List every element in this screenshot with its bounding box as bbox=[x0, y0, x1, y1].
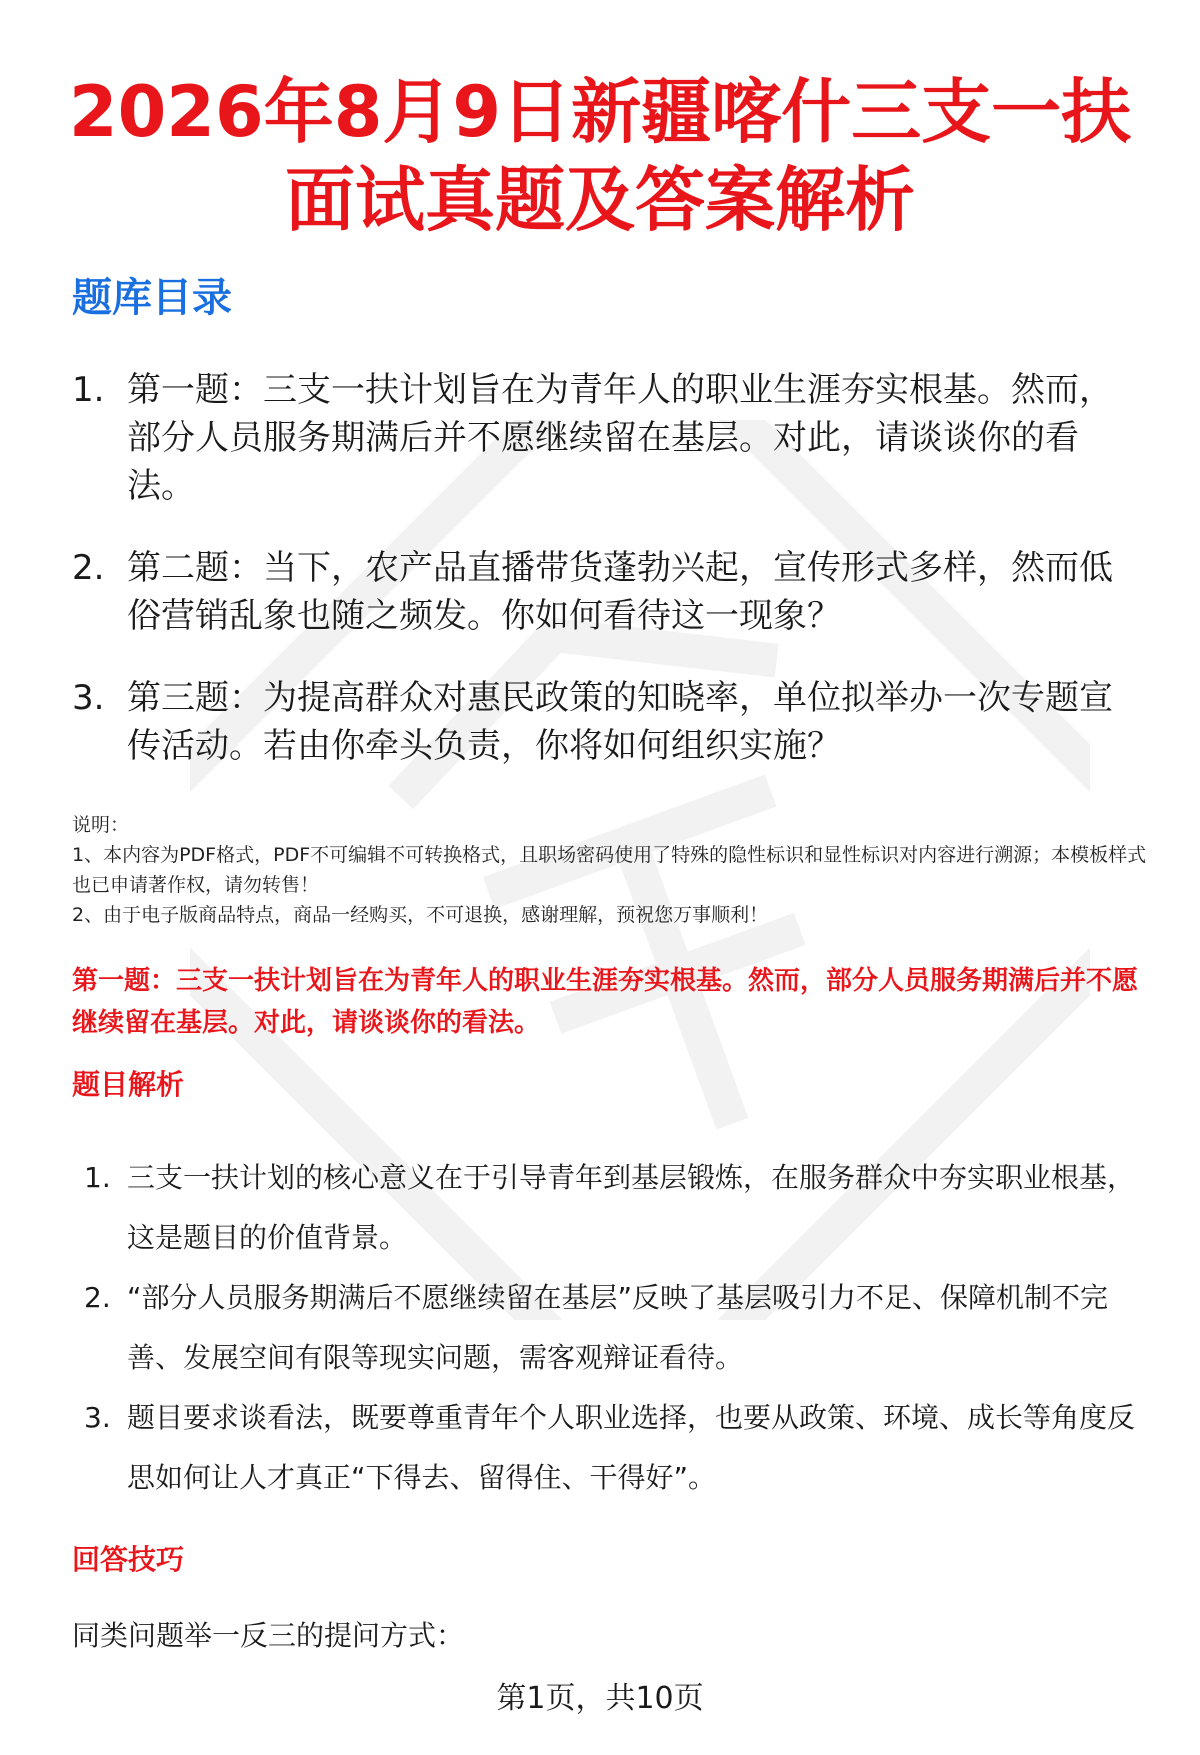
toc-item[interactable] bbox=[72, 544, 1142, 640]
analysis-item bbox=[72, 1268, 1152, 1388]
analysis-item-text: 题目要求谈看法，既要尊重青年个人职业选择，也要从政策、环境、成长等角度反思如何让人才真正“下得去、留得住、干得好”。 bbox=[127, 1401, 1136, 1494]
analysis-item-text: 三支一扶计划的核心意义在于引导青年到基层锻炼，在服务群众中夯实职业根基，这是题目的价值背景。 bbox=[127, 1161, 1136, 1254]
question-1-title: 第一题：三支一扶计划旨在为青年人的职业生涯夯实根基。然而，部分人员服务期满后并不愿继续留在基层。对此，请谈谈你的看法。 bbox=[72, 966, 1139, 1038]
analysis-list bbox=[72, 1148, 1152, 1508]
notes-line-1: 1、本内容为PDF格式，PDF不可编辑不可转换格式，且职场密码使用了特殊的隐性标识和显性标识对内容进行溯源；本模板样式也已申请著作权，请勿转售！ bbox=[72, 844, 1147, 896]
similar-questions-label: 同类问题举一反三的提问方式： bbox=[72, 1619, 465, 1652]
page-footer: 第1页，共10页 bbox=[496, 1681, 704, 1716]
analysis-item bbox=[72, 1388, 1152, 1508]
notes-section bbox=[72, 810, 1162, 930]
toc-item[interactable] bbox=[72, 366, 1142, 510]
toc-item-text: 第二题：当下，农产品直播带货蓬勃兴起，宣传形式多样，然而低俗营销乱象也随之频发。你如何看待这一现象？ bbox=[127, 548, 1113, 636]
analysis-item-text: “部分人员服务期满后不愿继续留在基层”反映了基层吸引力不足、保障机制不完善、发展空间有限等现实问题，需客观辩证看待。 bbox=[127, 1281, 1109, 1374]
analysis-item-number: 2. bbox=[84, 1281, 111, 1314]
notes-heading: 说明： bbox=[72, 814, 130, 836]
toc-item-number: 1. bbox=[72, 370, 105, 410]
toc-item[interactable] bbox=[72, 674, 1142, 770]
toc-list bbox=[72, 366, 1142, 804]
toc-item-text: 第三题：为提高群众对惠民政策的知晓率，单位拟举办一次专题宣传活动。若由你牵头负责，你将如何组织实施？ bbox=[127, 678, 1113, 766]
toc-item-number: 3. bbox=[72, 678, 105, 718]
notes-line-2: 2、由于电子版商品特点，商品一经购买，不可退换，感谢理解，预祝您万事顺利！ bbox=[72, 904, 769, 926]
toc-item-text: 第一题：三支一扶计划旨在为青年人的职业生涯夯实根基。然而，部分人员服务期满后并不愿继续留在基层。对此，请谈谈你的看法。 bbox=[127, 370, 1113, 506]
analysis-item-number: 3. bbox=[84, 1401, 111, 1434]
analysis-heading: 题目解析 bbox=[72, 1068, 185, 1101]
analysis-item bbox=[72, 1148, 1152, 1268]
toc-heading: 题库目录 bbox=[72, 275, 232, 321]
toc-item-number: 2. bbox=[72, 548, 105, 588]
analysis-item-number: 1. bbox=[84, 1161, 111, 1194]
document-title: 2026年8月9日新疆喀什三支一扶面试真题及答案解析 bbox=[68, 71, 1132, 241]
tips-heading: 回答技巧 bbox=[72, 1543, 185, 1576]
